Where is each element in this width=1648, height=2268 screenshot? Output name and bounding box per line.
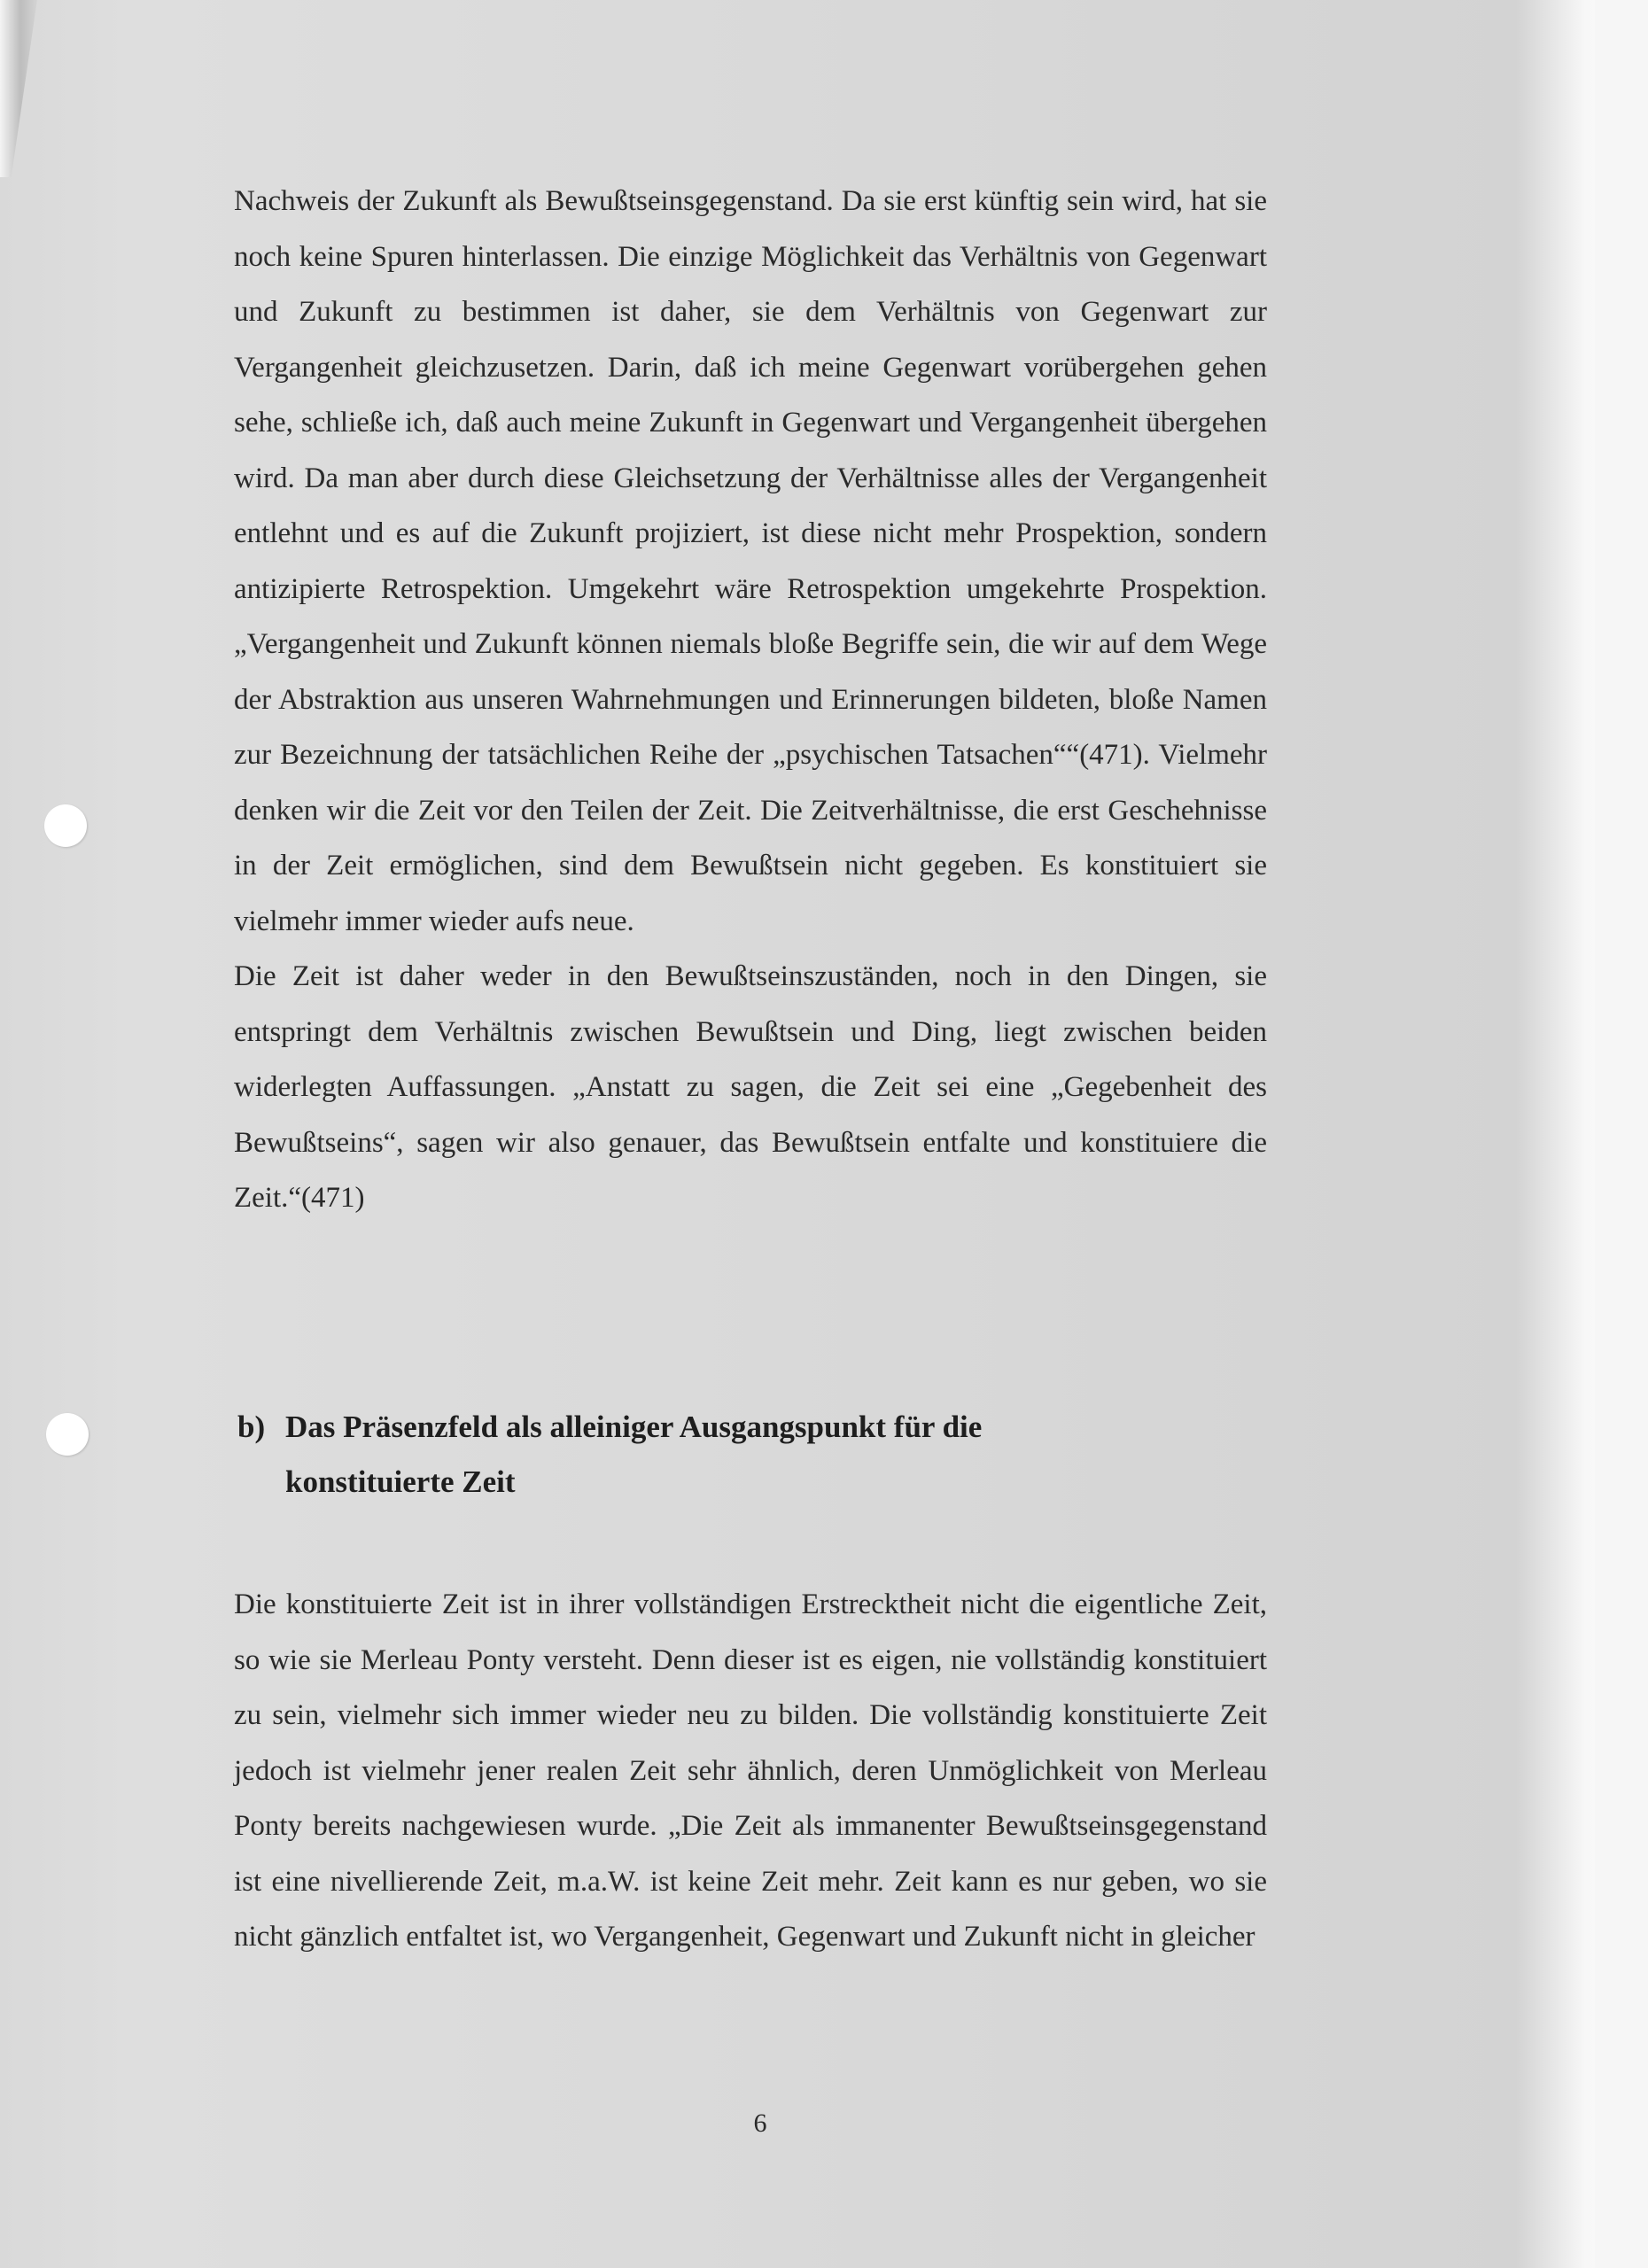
section-heading xyxy=(237,1400,1212,1510)
page-number: 6 xyxy=(753,2109,767,2138)
section-marker: b) xyxy=(237,1410,266,1444)
punch-hole-lower xyxy=(46,1413,89,1456)
paragraph: Nachweis der Zukunft als Bewußtseinsgegenstand. Da sie erst künftig sein wird, hat sie noch keine Spuren hinterlassen. Die einzige Möglichkeit das Verhältnis von Gegenwart und Zukunft zu bestimmen ist daher, sie dem Verhältnis von Gegenwart zur Vergangenheit gleichzusetzen. Darin, daß ich meine Gegenwart vorübergehen gehen sehe, schließe ich, daß auch meine Zukunft in Gegenwart und Vergangenheit übergehen wird. Da man aber durch diese Gleichsetzung der Verhältnisse alles der Vergangenheit entlehnt und es auf die Zukunft projiziert, ist diese nicht mehr Prospektion, sondern antizipierte Retrospektion. Umgekehrt wäre Retrospektion umgekehrte Prospektion. „Vergangenheit und Zukunft können niemals bloße Begriffe sein, die wir auf dem Wege der Abstraktion aus unseren Wahrnehmungen und Erinnerungen bildeten, bloße Namen zur Bezeichnung der tatsächlichen Reihe der „psychischen Tatsachen““(471). Vielmehr denken wir die Zeit vor den Teilen der Zeit. Die Zeitverhältnisse, die erst Geschehnisse in der Zeit ermöglichen, sind dem Bewußtsein nicht gegeben. Es konstituiert sie vielmehr immer wieder aufs neue. xyxy=(234,185,1267,937)
paragraph: Die Zeit ist daher weder in den Bewußtseinszuständen, noch in den Dingen, sie entspringt dem Verhältnis zwischen Bewußtsein und Ding, liegt zwischen beiden widerlegten Auffassungen. „Anstatt zu sagen, die Zeit sei eine „Gegebenheit des Bewußtseins“, sagen wir also genauer, das Bewußtsein entfalte und konstituiere die Zeit.“(471) xyxy=(234,960,1267,1214)
folded-corner xyxy=(0,0,37,177)
punch-hole-upper xyxy=(44,804,87,847)
text-block-lower xyxy=(234,1577,1267,1965)
text-block-upper xyxy=(234,174,1267,1226)
section-title-line-2: konstituierte Zeit xyxy=(285,1464,516,1499)
scan-margin xyxy=(1595,0,1648,2268)
paragraph: Die konstituierte Zeit ist in ihrer vollständigen Erstrecktheit nicht die eigentliche Zeit, so wie sie Merleau Ponty versteht. Denn dieser ist es eigen, nie vollständig konstituiert zu sein, vielmehr sich immer wieder neu zu bilden. Die vollständig konstituierte Zeit jedoch ist vielmehr jener realen Zeit sehr ähnlich, deren Unmöglichkeit von Merleau Ponty bereits nachgewiesen wurde. „Die Zeit als immanenter Bewußtseinsgegenstand ist eine nivellierende Zeit, m.a.W. ist keine Zeit mehr. Zeit kann es nur geben, wo sie nicht gänzlich entfaltet ist, wo Vergangenheit, Gegenwart und Zukunft nicht in gleicher xyxy=(234,1588,1267,1953)
section-title-line-1: Das Präsenzfeld als alleiniger Ausgangspunkt für die xyxy=(285,1410,983,1444)
